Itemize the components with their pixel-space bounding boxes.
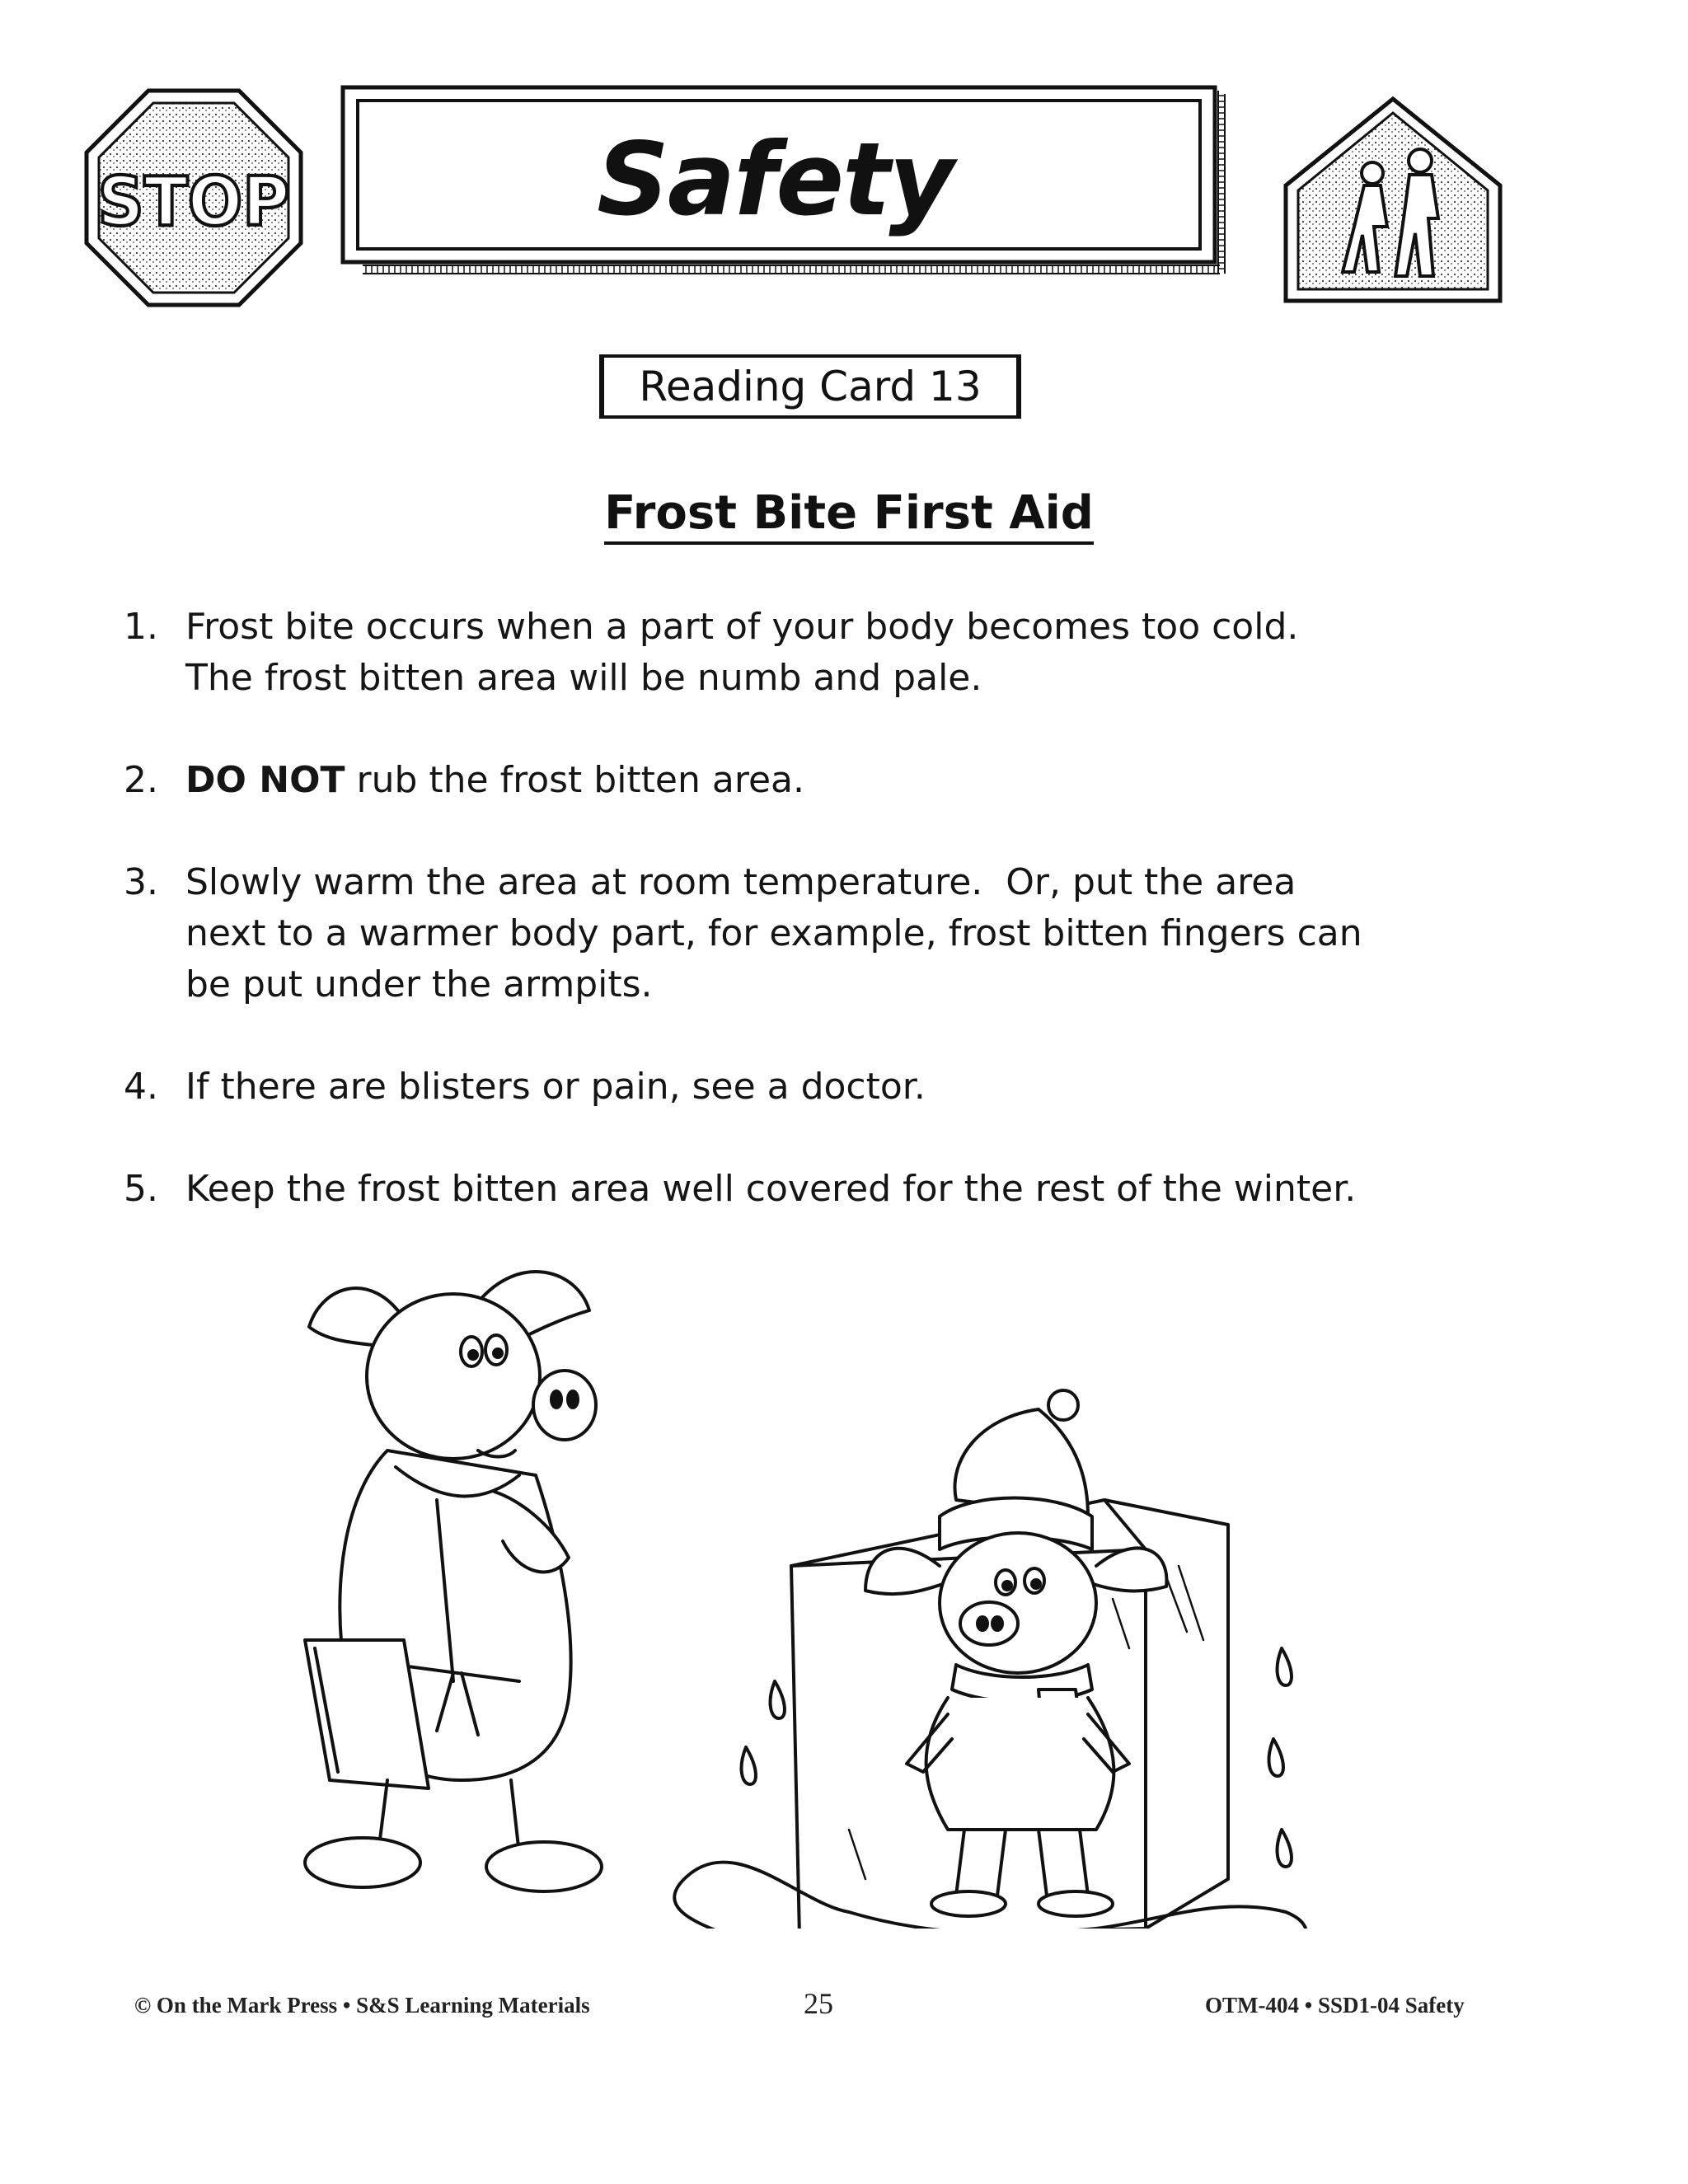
reading-card-label: Reading Card 13 [599,354,1021,419]
step-text [185,755,1636,806]
footer-catalog-code: OTM-404 • SSD1-04 Safety [1205,1993,1465,2018]
step-line: If there are blisters or pain, see a doctor. [185,1066,926,1108]
step-number: 5. [124,1168,158,1210]
step-line: The frost bitten area will be numb and pale. [185,657,982,699]
section-heading [478,486,1220,545]
section-heading-text: Frost Bite First Aid [604,486,1094,545]
page-title: Safety [597,121,953,238]
step-text [185,1164,1636,1215]
stop-sign-icon [82,87,305,309]
page-number: 25 [804,1987,833,2020]
step-line: be put under the armpits. [185,963,653,1005]
step-line: Keep the frost bitten area well covered for the rest of the winter. [185,1168,1357,1210]
step-text [185,602,1636,704]
step-number: 2. [124,759,158,801]
step-emphasis: DO NOT [185,759,345,801]
step-line: Slowly warm the area at room temperature. Or, put the area [185,861,1296,903]
footer-copyright: © On the Mark Press • S&S Learning Materials [134,1993,590,2018]
stop-sign-text: STOP [97,162,290,241]
step-line: Frost bite occurs when a part of your body becomes too cold. [185,606,1299,648]
step-line: rub the frost bitten area. [345,759,804,801]
school-crossing-icon [1282,95,1504,305]
pigs-ice-block-illustration [272,1253,1508,1929]
step-number: 3. [124,861,158,903]
step-number: 4. [124,1066,158,1108]
step-text [185,1062,1636,1113]
step-number: 1. [124,606,158,648]
step-line: next to a warmer body part, for example, frost bitten fingers can [185,912,1362,954]
step-text [185,857,1636,1010]
